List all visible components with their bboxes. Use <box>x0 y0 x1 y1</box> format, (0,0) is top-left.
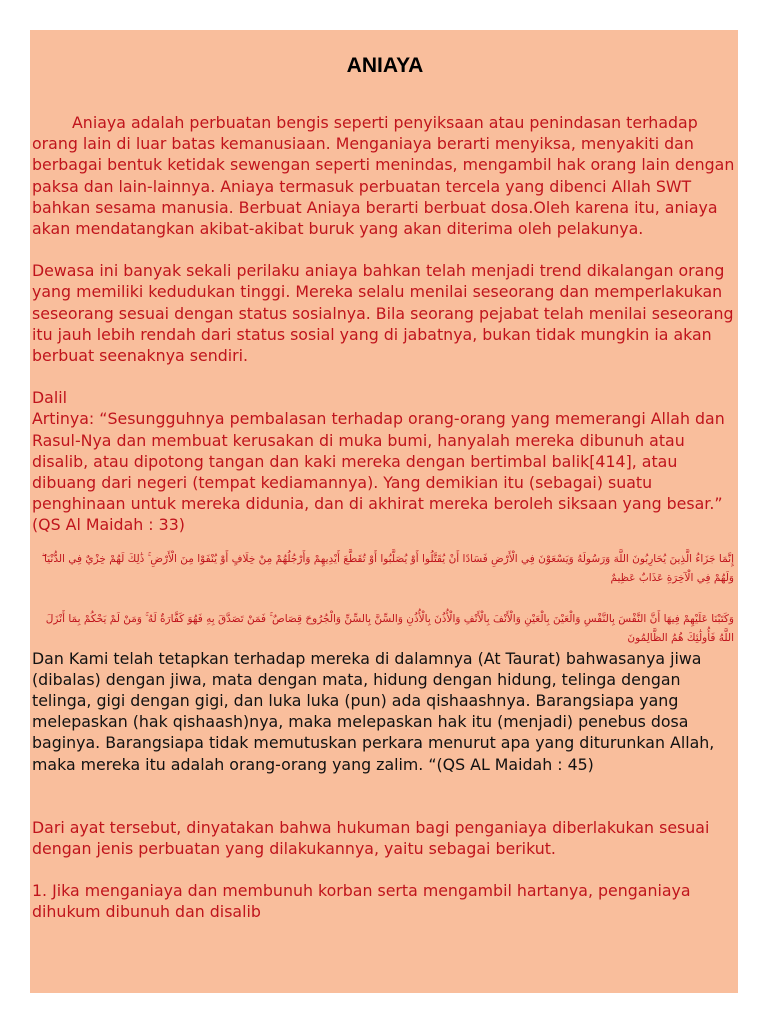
document-title: ANIAYA <box>346 54 424 77</box>
paragraph-definition: Aniaya adalah perbuatan bengis seperti penyiksaan atau penindasan terhadap orang lain di luar batas kemanusiaan. Menganiaya berarti menyiksa, menyakiti dan berbagai bentuk ketidak sewengan seperti menindas, mengambil hak orang lain dengan paksa dan lain-lainnya. Aniaya termasuk perbuatan tercela yang dibenci Allah SWT bahkan sesama manusia. Berbuat Aniaya berarti berbuat dosa.Oleh karena itu, aniaya akan mendatangkan akibat-akibat buruk yang akan diterima oleh pelakunya. <box>32 113 735 239</box>
arabic-verse-maidah-45: وَكَتَبْنَا عَلَيْهِمْ فِيهَا أَنَّ النَّفْسَ بِالنَّفْسِ وَالْعَيْنَ بِالْعَيْنِ وَالْأَنْفَ بِالْأَنْفِ وَالْأُذُنَ بِالْأُذُنِ وَالسِّنَّ بِالسِّنِّ وَالْجُرُوحَ قِصَاصٌ ۚ فَمَنْ تَصَدَّقَ بِهِ فَهُوَ كَفَّارَةٌ لَهُ ۚ وَمَنْ لَمْ يَحْكُمْ بِمَا أَنْزَلَ اللَّهُ فَأُولَٰئِكَ هُمُ الظَّالِمُونَ <box>45 612 734 644</box>
paragraph-trend: Dewasa ini banyak sekali perilaku aniaya bahkan telah menjadi trend dikalangan orang yang memiliki kedudukan tinggi. Mereka selalu menilai seseorang dan memperlakukan seseorang sesuai dengan status sosialnya. Bila seorang pejabat telah menilai seseorang itu jauh lebih rendah dari status sosial yang di jabatnya, bukan tidak mungkin ia akan berbuat seenaknya sendiri. <box>32 261 734 366</box>
paragraph-translation-maidah-33: Artinya: “Sesungguhnya pembalasan terhadap orang-orang yang memerangi Allah dan Rasul-Nya dan membuat kerusakan di muka bumi, hanyalah mereka dibunuh atau disalib, atau dipotong tangan dan kaki mereka dengan bertimbal balik[414], atau dibuang dari negeri (tempat kediamannya). Yang demikian itu (sebagai) suatu penghinaan untuk mereka didunia, dan di akhirat mereka beroleh siksaan yang besar.” (QS Al Maidah : 33) <box>32 409 725 535</box>
paragraph-translation-maidah-45: Dan Kami telah tetapkan terhadap mereka di dalamnya (At Taurat) bahwasanya jiwa (dibalas) dengan jiwa, mata dengan mata, hidung dengan hidung, telinga dengan telinga, gigi dengan gigi, dan luka luka (pun) ada qishaashnya. Barangsiapa yang melepaskan (hak qishaash)nya, maka melepaskan hak itu (menjadi) penebus dosa baginya. Barangsiapa tidak memutuskan perkara menurut apa yang diturunkan Allah, maka mereka itu adalah orang-orang yang zalim. “(QS AL Maidah : 45) <box>32 648 715 774</box>
arabic-verse-maidah-33: إِنَّمَا جَزَاءُ الَّذِينَ يُحَارِبُونَ اللَّهَ وَرَسُولَهُ وَيَسْعَوْنَ فِي الْأَرْضِ فَسَادًا أَنْ يُقَتَّلُوا أَوْ يُصَلَّبُوا أَوْ تُقَطَّعَ أَيْدِيهِمْ وَأَرْجُلُهُمْ مِنْ خِلَافٍ أَوْ يُنْفَوْا مِنَ الْأَرْضِ ۚ ذَٰلِكَ لَهُمْ خِزْيٌ فِي الدُّنْيَا ۖ وَلَهُمْ فِي الْآخِرَةِ عَذَابٌ عَظِيمٌ <box>41 552 734 584</box>
dalil-heading: Dalil <box>32 388 68 408</box>
paragraph-conclusion: Dari ayat tersebut, dinyatakan bahwa hukuman bagi penganiaya diberlakukan sesuai dengan jenis perbuatan yang dilakukannya, yaitu sebagai berikut. <box>32 817 710 859</box>
list-item-punishment-1: 1. Jika menganiaya dan membunuh korban serta mengambil hartanya, penganiaya dihukum dibunuh dan disalib <box>32 881 691 922</box>
document-page <box>30 30 738 993</box>
